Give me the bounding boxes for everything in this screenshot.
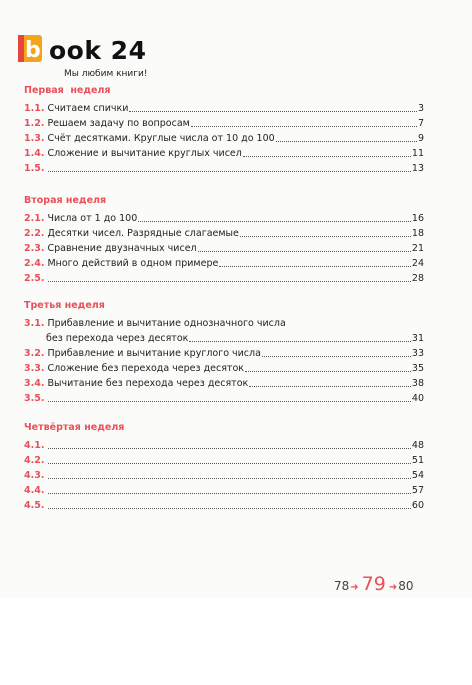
entry-page: 38: [411, 378, 424, 389]
prev-page-number[interactable]: 78: [334, 579, 350, 593]
dot-leader: [48, 171, 410, 172]
toc-entry[interactable]: [24, 391, 424, 405]
dot-leader: [262, 356, 411, 357]
arrow-right-icon: ➜: [350, 582, 359, 593]
entry-number: 1.2.: [24, 118, 45, 129]
entry-page: 3: [417, 103, 424, 114]
dot-leader: [48, 478, 410, 479]
dot-leader: [48, 448, 410, 449]
entry-number: 2.5.: [24, 273, 45, 284]
dot-leader: [191, 126, 417, 127]
entry-title: Счёт десятками. Круглые числа от 10 до 100: [47, 133, 275, 144]
dot-leader: [276, 141, 417, 142]
toc-entry[interactable]: [24, 483, 424, 497]
dot-leader: [245, 371, 411, 372]
entry-number: 1.3.: [24, 133, 45, 144]
dot-leader: [48, 508, 410, 509]
entry-title: Вычитание без перехода через десяток: [47, 378, 249, 389]
arrow-right-icon: ➜: [388, 582, 398, 593]
toc-entry[interactable]: [24, 316, 424, 330]
toc-entry[interactable]: [24, 256, 424, 270]
entry-number: 3.5.: [24, 393, 45, 404]
entry-page: 57: [411, 485, 424, 496]
toc-entry[interactable]: [24, 241, 424, 255]
entry-title-continuation: без перехода через десяток: [46, 333, 189, 344]
dot-leader: [189, 341, 411, 342]
entry-page: 7: [417, 118, 424, 129]
entry-number: 1.5.: [24, 163, 45, 174]
dot-leader: [243, 156, 411, 157]
dot-leader: [48, 463, 410, 464]
entry-title: Решаем задачу по вопросам: [47, 118, 190, 129]
toc-entry[interactable]: [24, 438, 424, 452]
entry-page: 28: [411, 273, 424, 284]
entry-title: Прибавление и вычитание однозначного числа: [47, 318, 286, 329]
entry-page: 18: [411, 228, 424, 239]
page-navigation: [334, 573, 414, 597]
dot-leader: [249, 386, 411, 387]
entry-number: 2.4.: [24, 258, 45, 269]
toc-entry[interactable]: [24, 468, 424, 482]
logo-wordmark: ook 24: [49, 36, 147, 65]
entry-page: 60: [411, 500, 424, 511]
entry-title: Десятки чисел. Разрядные слагаемые: [47, 228, 239, 239]
entry-page: 21: [411, 243, 424, 254]
entry-page: 24: [411, 258, 424, 269]
entry-page: 33: [411, 348, 424, 359]
dot-leader: [48, 281, 410, 282]
entry-number: 2.2.: [24, 228, 45, 239]
entry-title: Сложение и вычитание круглых чисел: [47, 148, 242, 159]
entry-number: 1.4.: [24, 148, 45, 159]
toc-entry[interactable]: [24, 211, 424, 225]
toc-entry[interactable]: [24, 146, 424, 160]
toc-entry[interactable]: [24, 376, 424, 390]
section-title: Четвёртая неделя: [24, 422, 125, 433]
dot-leader: [138, 221, 411, 222]
page-bottom-margin: [0, 598, 472, 685]
entry-number: 3.4.: [24, 378, 45, 389]
toc-entry[interactable]: [24, 271, 424, 285]
dot-leader: [48, 493, 410, 494]
entry-number: 4.5.: [24, 500, 45, 511]
section-title: Первая неделя: [24, 85, 111, 96]
toc-entry[interactable]: [24, 453, 424, 467]
entry-page: 16: [411, 213, 424, 224]
dot-leader: [240, 236, 411, 237]
entry-number: 4.1.: [24, 440, 45, 451]
dot-leader: [129, 111, 417, 112]
entry-number: 3.1.: [24, 318, 45, 329]
entry-number: 4.4.: [24, 485, 45, 496]
toc-entry-continuation[interactable]: [24, 331, 424, 345]
dot-leader: [48, 401, 410, 402]
entry-page: 54: [411, 470, 424, 481]
book-b-logo-icon: [16, 33, 46, 65]
dot-leader: [198, 251, 411, 252]
toc-entry[interactable]: [24, 361, 424, 375]
current-page-number: 79: [361, 573, 386, 595]
entry-page: 31: [411, 333, 424, 344]
entry-page: 9: [417, 133, 424, 144]
entry-number: 3.2.: [24, 348, 45, 359]
entry-number: 1.1.: [24, 103, 45, 114]
logo-tagline: Мы любим книги!: [64, 69, 148, 79]
toc-entry[interactable]: [24, 346, 424, 360]
section-title: Вторая неделя: [24, 195, 107, 206]
toc-entry[interactable]: [24, 116, 424, 130]
entry-title: Прибавление и вычитание круглого числа: [47, 348, 261, 359]
entry-number: 4.2.: [24, 455, 45, 466]
entry-title: Много действий в одном примере: [47, 258, 219, 269]
toc-entry[interactable]: [24, 131, 424, 145]
book24-logo: [16, 33, 176, 83]
dot-leader: [219, 266, 411, 267]
entry-number: 2.3.: [24, 243, 45, 254]
toc-entry[interactable]: [24, 161, 424, 175]
entry-title: Сложение без перехода через десяток: [47, 363, 245, 374]
entry-title: Считаем спички: [47, 103, 129, 114]
entry-page: 13: [411, 163, 424, 174]
entry-page: 51: [411, 455, 424, 466]
entry-title: Числа от 1 до 100: [47, 213, 138, 224]
entry-number: 3.3.: [24, 363, 45, 374]
svg-text:b: b: [25, 38, 41, 63]
entry-page: 40: [411, 393, 424, 404]
entry-title: Сравнение двузначных чисел: [47, 243, 197, 254]
entry-page: 48: [411, 440, 424, 451]
toc-entry[interactable]: [24, 498, 424, 512]
entry-page: 11: [411, 148, 424, 159]
toc-entry[interactable]: [24, 101, 424, 115]
entry-number: 4.3.: [24, 470, 45, 481]
section-title: Третья неделя: [24, 300, 105, 311]
toc-entry[interactable]: [24, 226, 424, 240]
entry-number: 2.1.: [24, 213, 45, 224]
entry-page: 35: [411, 363, 424, 374]
next-page-number[interactable]: 80: [398, 579, 414, 593]
